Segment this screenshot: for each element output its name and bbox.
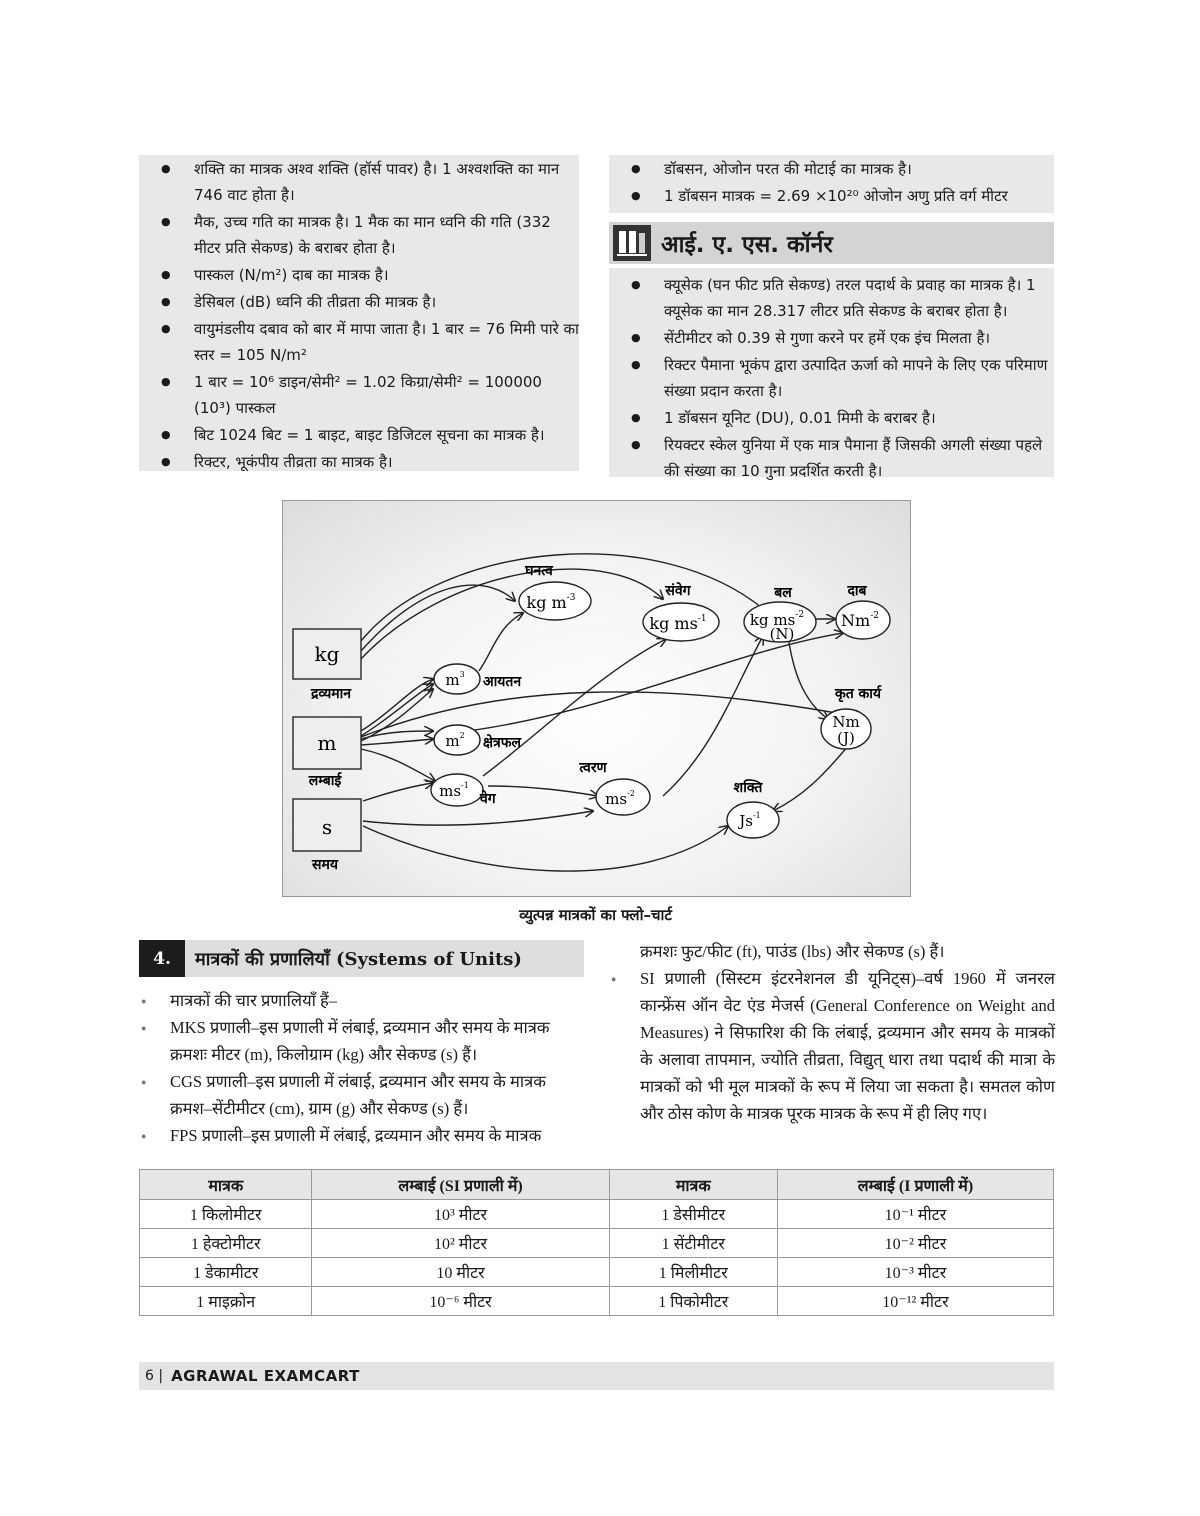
- arrow-velocity-accel: [488, 786, 598, 796]
- table-cell: 10⁻³ मीटर: [777, 1258, 1053, 1287]
- node-momentum-label: संवेग: [665, 583, 691, 599]
- node-density-unit: kg m: [526, 593, 567, 612]
- table-cell: 1 डेकामीटर: [140, 1258, 312, 1287]
- list-item: ● 1 डॉबसन मात्रक = 2.69 ×10²⁰ ओजोन अणु प्रति वर्ग मीटर: [609, 183, 1054, 209]
- base-unit-m: [293, 717, 361, 789]
- node-velocity-unit: ms: [439, 782, 462, 800]
- section-left-column: [139, 987, 587, 1149]
- node-power-exp: -1: [752, 811, 761, 820]
- list-item: ● रिक्टर, भूकंपीय तीव्रता का मात्रक है।: [139, 449, 579, 475]
- list-item: ● शक्ति का मात्रक अश्व शक्ति (हॉर्स पावर) है। 1 अश्वशक्ति का मान 746 वाट होता है।: [139, 156, 579, 208]
- ias-corner: [609, 222, 1054, 480]
- table-cell: 10⁻¹ मीटर: [777, 1200, 1053, 1229]
- base-unit-kg-symbol: kg: [314, 642, 340, 666]
- table-cell: 1 सेंटीमीटर: [609, 1229, 777, 1258]
- units-table-wrap: [139, 1169, 1054, 1316]
- node-accel-exp: -2: [627, 789, 635, 798]
- node-accel-label: त्वरण: [579, 760, 607, 776]
- table-cell: 10³ मीटर: [312, 1200, 609, 1229]
- page-footer: [139, 1362, 1054, 1390]
- list-item: ● रिक्टर पैमाना भूकंप द्वारा उत्पादित ऊर्जा को मापने के लिए एक परिमाण संख्या प्रदान करता है।: [609, 352, 1054, 404]
- node-work-sub: (J): [837, 729, 855, 747]
- node-momentum: [643, 582, 719, 641]
- arrow-m-velocity: [361, 749, 435, 781]
- base-unit-s: [293, 799, 361, 873]
- list-item: ● पास्कल (N/m²) दाब का मात्रक है।: [139, 262, 579, 288]
- books-icon: [613, 225, 651, 261]
- node-force-sub: (N): [769, 625, 795, 643]
- table-cell: 1 माइक्रोन: [140, 1287, 312, 1316]
- node-power-unit: Js: [739, 812, 753, 830]
- arrow-s-accel: [363, 811, 593, 825]
- list-item: ● मात्रकों की चार प्रणालियाँ हैं–: [139, 987, 587, 1014]
- list-item: ● 1 डॉबसन यूनिट (DU), 0.01 मिमी के बराबर है।: [609, 405, 1054, 431]
- arrow-m-volume-1: [361, 679, 433, 731]
- list-item: ● डेसिबल (dB) ध्वनि की तीव्रता की मात्रक है।: [139, 289, 579, 315]
- node-velocity: [431, 774, 497, 807]
- arrow-area-pressure: [468, 633, 843, 731]
- node-momentum-exp: -1: [697, 614, 707, 624]
- base-unit-m-label: लम्बाई: [308, 773, 342, 789]
- base-unit-kg-label: द्रव्यमान: [310, 686, 352, 702]
- list-item: ● डॉबसन, ओजोन परत की मोटाई का मात्रक है।: [609, 156, 1054, 182]
- node-density-label: घनत्व: [525, 563, 553, 579]
- list-item: ● बिट 1024 बिट = 1 बाइट, बाइट डिजिटल सूचना का मात्रक है।: [139, 422, 579, 448]
- units-table: [139, 1169, 1054, 1316]
- node-volume: [434, 664, 522, 694]
- table-header-cell: लम्बाई (SI प्रणाली में): [312, 1170, 609, 1200]
- continued-text: क्रमशः फुट/फीट (ft), पाउंड (lbs) और सेकण्ड (s) हैं।: [640, 942, 945, 961]
- node-force-unit: kg ms: [749, 611, 796, 629]
- list-item: ● मैक, उच्च गति का मात्रक है। 1 मैक का मान ध्वनि की गति (332 मीटर प्रति सेकण्ड) के बराबर होता है।: [139, 209, 579, 261]
- table-header-row: [140, 1170, 1054, 1200]
- node-work-label: कृत कार्य: [834, 686, 882, 702]
- node-velocity-label: वेग: [480, 791, 496, 807]
- node-pressure-unit: Nm: [841, 611, 871, 630]
- table-cell: 10⁻⁶ मीटर: [312, 1287, 609, 1316]
- brand-logo: AGRAWAL EXAMCART: [171, 1367, 360, 1385]
- table-cell: 1 मिलीमीटर: [609, 1258, 777, 1287]
- base-unit-m-symbol: m: [317, 731, 337, 755]
- right-info-list: [609, 156, 1054, 209]
- table-cell: 10⁻² मीटर: [777, 1229, 1053, 1258]
- section-right-list: [609, 965, 1055, 1127]
- base-unit-s-label: समय: [312, 857, 338, 873]
- table-row: [140, 1287, 1054, 1316]
- node-power: [727, 779, 779, 838]
- node-force-label: बल: [774, 585, 792, 601]
- node-density-exp: -3: [566, 593, 576, 603]
- flowchart-caption: व्युत्पन्न मात्रकों का फ्लो–चार्ट: [519, 906, 672, 924]
- table-cell: 10⁻¹² मीटर: [777, 1287, 1053, 1316]
- section-header: [139, 940, 584, 977]
- list-item: ● वायुमंडलीय दबाव को बार में मापा जाता है। 1 बार = 76 मिमी पारे का स्तर = 105 N/m²: [139, 316, 579, 368]
- node-area-exp: 2: [459, 731, 465, 740]
- table-cell: 10² मीटर: [312, 1229, 609, 1258]
- node-velocity-exp: -1: [461, 781, 469, 790]
- table-cell: 1 हेक्टोमीटर: [140, 1229, 312, 1258]
- right-info-box: [609, 155, 1054, 213]
- node-force: [744, 585, 816, 643]
- list-item: ● FPS प्रणाली–इस प्रणाली में लंबाई, द्रव्यमान और समय के मात्रक: [139, 1122, 587, 1149]
- node-volume-exp: 3: [459, 670, 465, 679]
- section-right-column: [609, 938, 1055, 1127]
- section-title: मात्रकों की प्रणालियाँ (Systems of Units): [195, 948, 522, 970]
- node-area-label: क्षेत्रफल: [483, 735, 522, 751]
- list-item: ● सेंटीमीटर को 0.39 से गुणा करने पर हमें एक इंच मिलता है।: [609, 325, 1054, 351]
- table-header-cell: मात्रक: [140, 1170, 312, 1200]
- node-area-unit: m: [445, 732, 460, 750]
- node-work-unit: Nm: [832, 713, 860, 731]
- list-item: ● 1 बार = 10⁶ डाइन/सेमी² = 1.02 किग्रा/सेमी² = 100000 (10³) पास्कल: [139, 369, 579, 421]
- arrow-work-power: [773, 746, 848, 811]
- list-item: ● CGS प्रणाली–इस प्रणाली में लंबाई, द्रव्यमान और समय के मात्रक क्रमश–सेंटीमीटर (cm), ग्राम (g) और सेकण्ड (s) हैं।: [139, 1068, 587, 1122]
- arrow-m-work: [361, 692, 853, 737]
- table-cell: 1 डेसीमीटर: [609, 1200, 777, 1229]
- section-number: 4.: [139, 940, 185, 977]
- table-cell: 10 मीटर: [312, 1258, 609, 1287]
- list-item: ● रियक्टर स्केल युनिया में एक मात्र पैमाना हैं जिसकी अगली संख्या पहले की संख्या का 10 गुना प्रदर्शित करती है।: [609, 432, 1054, 484]
- node-density: [519, 563, 591, 620]
- node-pressure-exp: -2: [870, 611, 879, 621]
- table-row: [140, 1229, 1054, 1258]
- list-item: ● क्यूसेक (घन फीट प्रति सेकण्ड) तरल पदार्थ के प्रवाह का मात्रक है। 1 क्यूसेक का मान 28.317 लीटर प्रति सेकण्ड के बराबर होता है।: [609, 272, 1054, 324]
- table-header-cell: मात्रक: [609, 1170, 777, 1200]
- ias-corner-title: आई. ए. एस. कॉर्नर: [661, 232, 833, 258]
- ias-corner-body: [609, 268, 1054, 480]
- flowchart-figure: [282, 500, 911, 897]
- node-accel-unit: ms: [605, 790, 628, 808]
- table-cell: 1 किलोमीटर: [140, 1200, 312, 1229]
- list-item: ● MKS प्रणाली–इस प्रणाली में लंबाई, द्रव्यमान और समय के मात्रक क्रमशः मीटर (m), किलोग्राम (kg) और सेकण्ड (s) हैं।: [139, 1014, 587, 1068]
- node-pressure-label: दाब: [847, 583, 867, 599]
- arrow-s-velocity: [363, 783, 433, 801]
- left-info-list: [139, 156, 579, 475]
- ias-corner-header: [609, 222, 1054, 264]
- node-work: [821, 685, 882, 749]
- node-volume-unit: m: [445, 671, 460, 689]
- table-row: [140, 1200, 1054, 1229]
- arrow-m-area-2: [361, 739, 433, 745]
- node-force-exp: -2: [795, 610, 805, 620]
- flowchart-svg: [283, 501, 910, 896]
- base-unit-s-symbol: s: [321, 815, 333, 839]
- node-momentum-unit: kg ms: [649, 614, 698, 633]
- arrow-velocity-momentum: [483, 639, 666, 776]
- ias-corner-list: [609, 272, 1054, 484]
- left-info-box: [139, 155, 579, 471]
- arrow-accel-force: [663, 636, 763, 796]
- arrow-kg-momentum: [361, 569, 663, 659]
- node-power-label: शक्ति: [733, 780, 763, 796]
- node-pressure: [836, 583, 890, 639]
- table-row: [140, 1258, 1054, 1287]
- arrow-s-power: [363, 826, 728, 871]
- list-item: ● SI प्रणाली (सिस्टम इंटरनेशनल डी यूनिट्स)–वर्ष 1960 में जनरल कान्फ्रेंस ऑन वेट एंड मेजर्स (General Conference on Weight and Measures) ने सिफारिश की कि लंबाई, द्रव्यमान और समय के मात्रकों के अलावा तापमान, ज्योति तीव्रता, विद्युत् धारा तथा पदार्थ की मात्रा के मात्रकों को भी मूल मात्रकों के रूप में लिया जा सकता है। समतल कोण और ठोस कोण के मात्रक पूरक मात्रक के रूप में ही लिए गए।: [609, 965, 1055, 1127]
- page-number: 6 |: [145, 1368, 164, 1384]
- base-unit-kg: [293, 629, 361, 702]
- node-volume-label: आयतन: [483, 674, 522, 690]
- arrow-m-volume-2: [361, 684, 433, 736]
- table-cell: 1 पिकोमीटर: [609, 1287, 777, 1316]
- table-header-cell: लम्बाई (I प्रणाली में): [777, 1170, 1053, 1200]
- arrow-volume-density: [479, 613, 523, 671]
- section-left-list: [139, 987, 587, 1149]
- node-acceleration: [578, 760, 650, 815]
